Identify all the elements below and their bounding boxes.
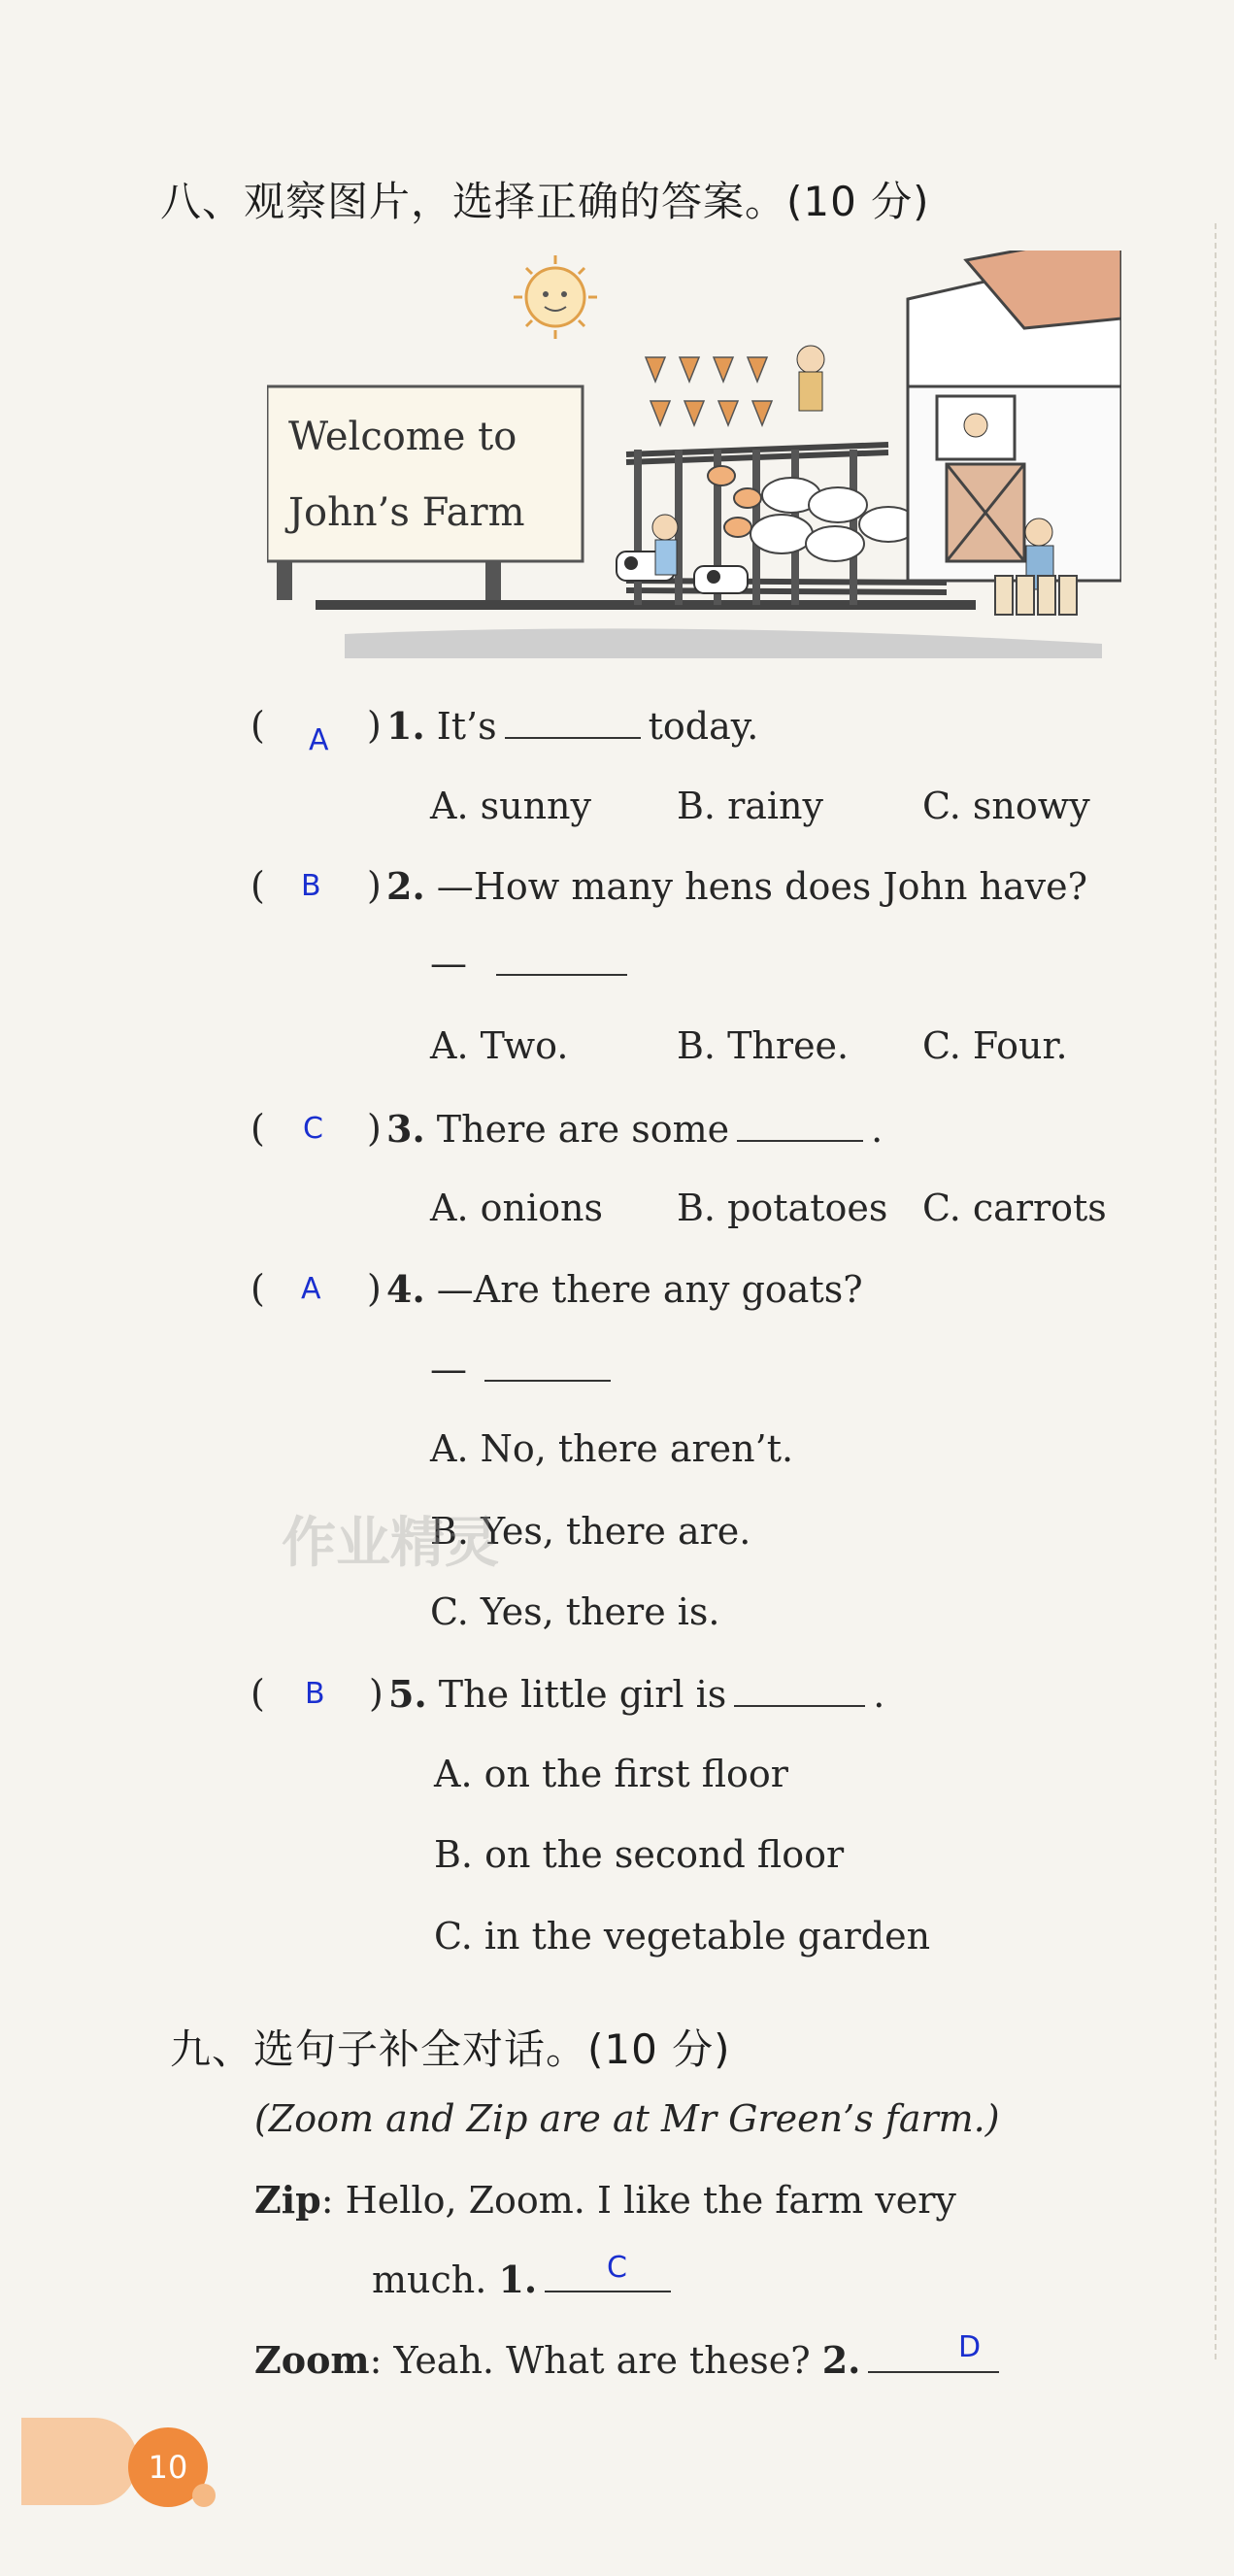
q3-option-c: C. carrots [922, 1187, 1107, 1229]
q2-option-c: C. Four. [922, 1024, 1068, 1067]
zip-line-2: much. 1. [372, 2258, 679, 2301]
page-number-dot [192, 2484, 216, 2507]
q3-stem: 3. There are some . [386, 1107, 884, 1151]
section-9-title: 九、选句子补全对话。(10 分) [170, 2025, 731, 2073]
dialogue-context: (Zoom and Zip are at Mr Green’s farm.) [254, 2097, 1000, 2140]
q5-answer: B [305, 1677, 325, 1711]
q3-option-b: B. potatoes [677, 1187, 888, 1229]
q5-paren-open: ( [250, 1672, 265, 1715]
q2-option-b: B. Three. [677, 1024, 850, 1067]
q1-option-a: A. sunny [430, 785, 591, 827]
q1-option-c: C. snowy [922, 785, 1090, 827]
blank-2-answer: D [958, 2330, 982, 2364]
page-number-badge [21, 2418, 138, 2505]
zip-line-1: Zip: Hello, Zoom. I like the farm very [254, 2178, 956, 2222]
carrot-garden [646, 357, 772, 425]
q5-option-c: C. in the vegetable garden [434, 1915, 931, 1957]
q2-option-a: A. Two. [430, 1024, 569, 1067]
q1-paren-open: ( [250, 704, 265, 747]
q4-option-c: C. Yes, there is. [430, 1590, 720, 1633]
q1-option-b: B. rainy [677, 785, 823, 827]
farm-illustration [267, 251, 1121, 658]
q5-stem: 5. The little girl is . [388, 1672, 885, 1716]
q5-option-b: B. on the second floor [434, 1833, 845, 1876]
q2-answer: B [301, 869, 321, 903]
q3-option-a: A. onions [430, 1187, 603, 1229]
watermark: 作业精灵 [282, 1512, 499, 1575]
zoom-line: Zoom: Yeah. What are these? 2. [254, 2338, 1007, 2382]
sheep-group [750, 478, 917, 561]
sign-line-2: John’s Farm [288, 490, 525, 535]
q4-option-a: A. No, there aren’t. [430, 1427, 794, 1470]
page-edge [1213, 223, 1217, 2359]
q1-answer: A [309, 723, 329, 757]
q4-paren-close: ) [367, 1267, 382, 1310]
q1-stem: 1. It’s today. [386, 704, 759, 748]
sign-line-1: Welcome to [288, 415, 517, 459]
girl-in-window [964, 414, 987, 437]
q3-paren-close: ) [367, 1107, 382, 1150]
blank-1-answer: C [607, 2251, 627, 2285]
q5-paren-close: ) [369, 1672, 384, 1715]
q4-paren-open: ( [250, 1267, 265, 1310]
page-number: 10 [128, 2427, 208, 2507]
q3-answer: C [303, 1112, 323, 1146]
q1-paren-close: ) [367, 704, 382, 747]
q4-answer: A [301, 1272, 321, 1306]
q5-option-a: A. on the first floor [434, 1753, 788, 1795]
q4-option-b: B. Yes, there are. [430, 1510, 751, 1553]
q2-stem: 2. —How many hens does John have? [386, 864, 1087, 908]
q2-answer-line: — [430, 942, 635, 985]
q2-paren-open: ( [250, 864, 265, 907]
sun-icon [514, 255, 597, 339]
q3-paren-open: ( [250, 1107, 265, 1150]
farm-sign [267, 386, 583, 600]
barn [908, 251, 1121, 581]
q4-stem: 4. —Are there any goats? [386, 1267, 863, 1311]
section-8-title: 八、观察图片，选择正确的答案。(10 分) [160, 178, 930, 225]
q2-paren-close: ) [367, 864, 382, 907]
q4-answer-line: — [430, 1348, 618, 1390]
